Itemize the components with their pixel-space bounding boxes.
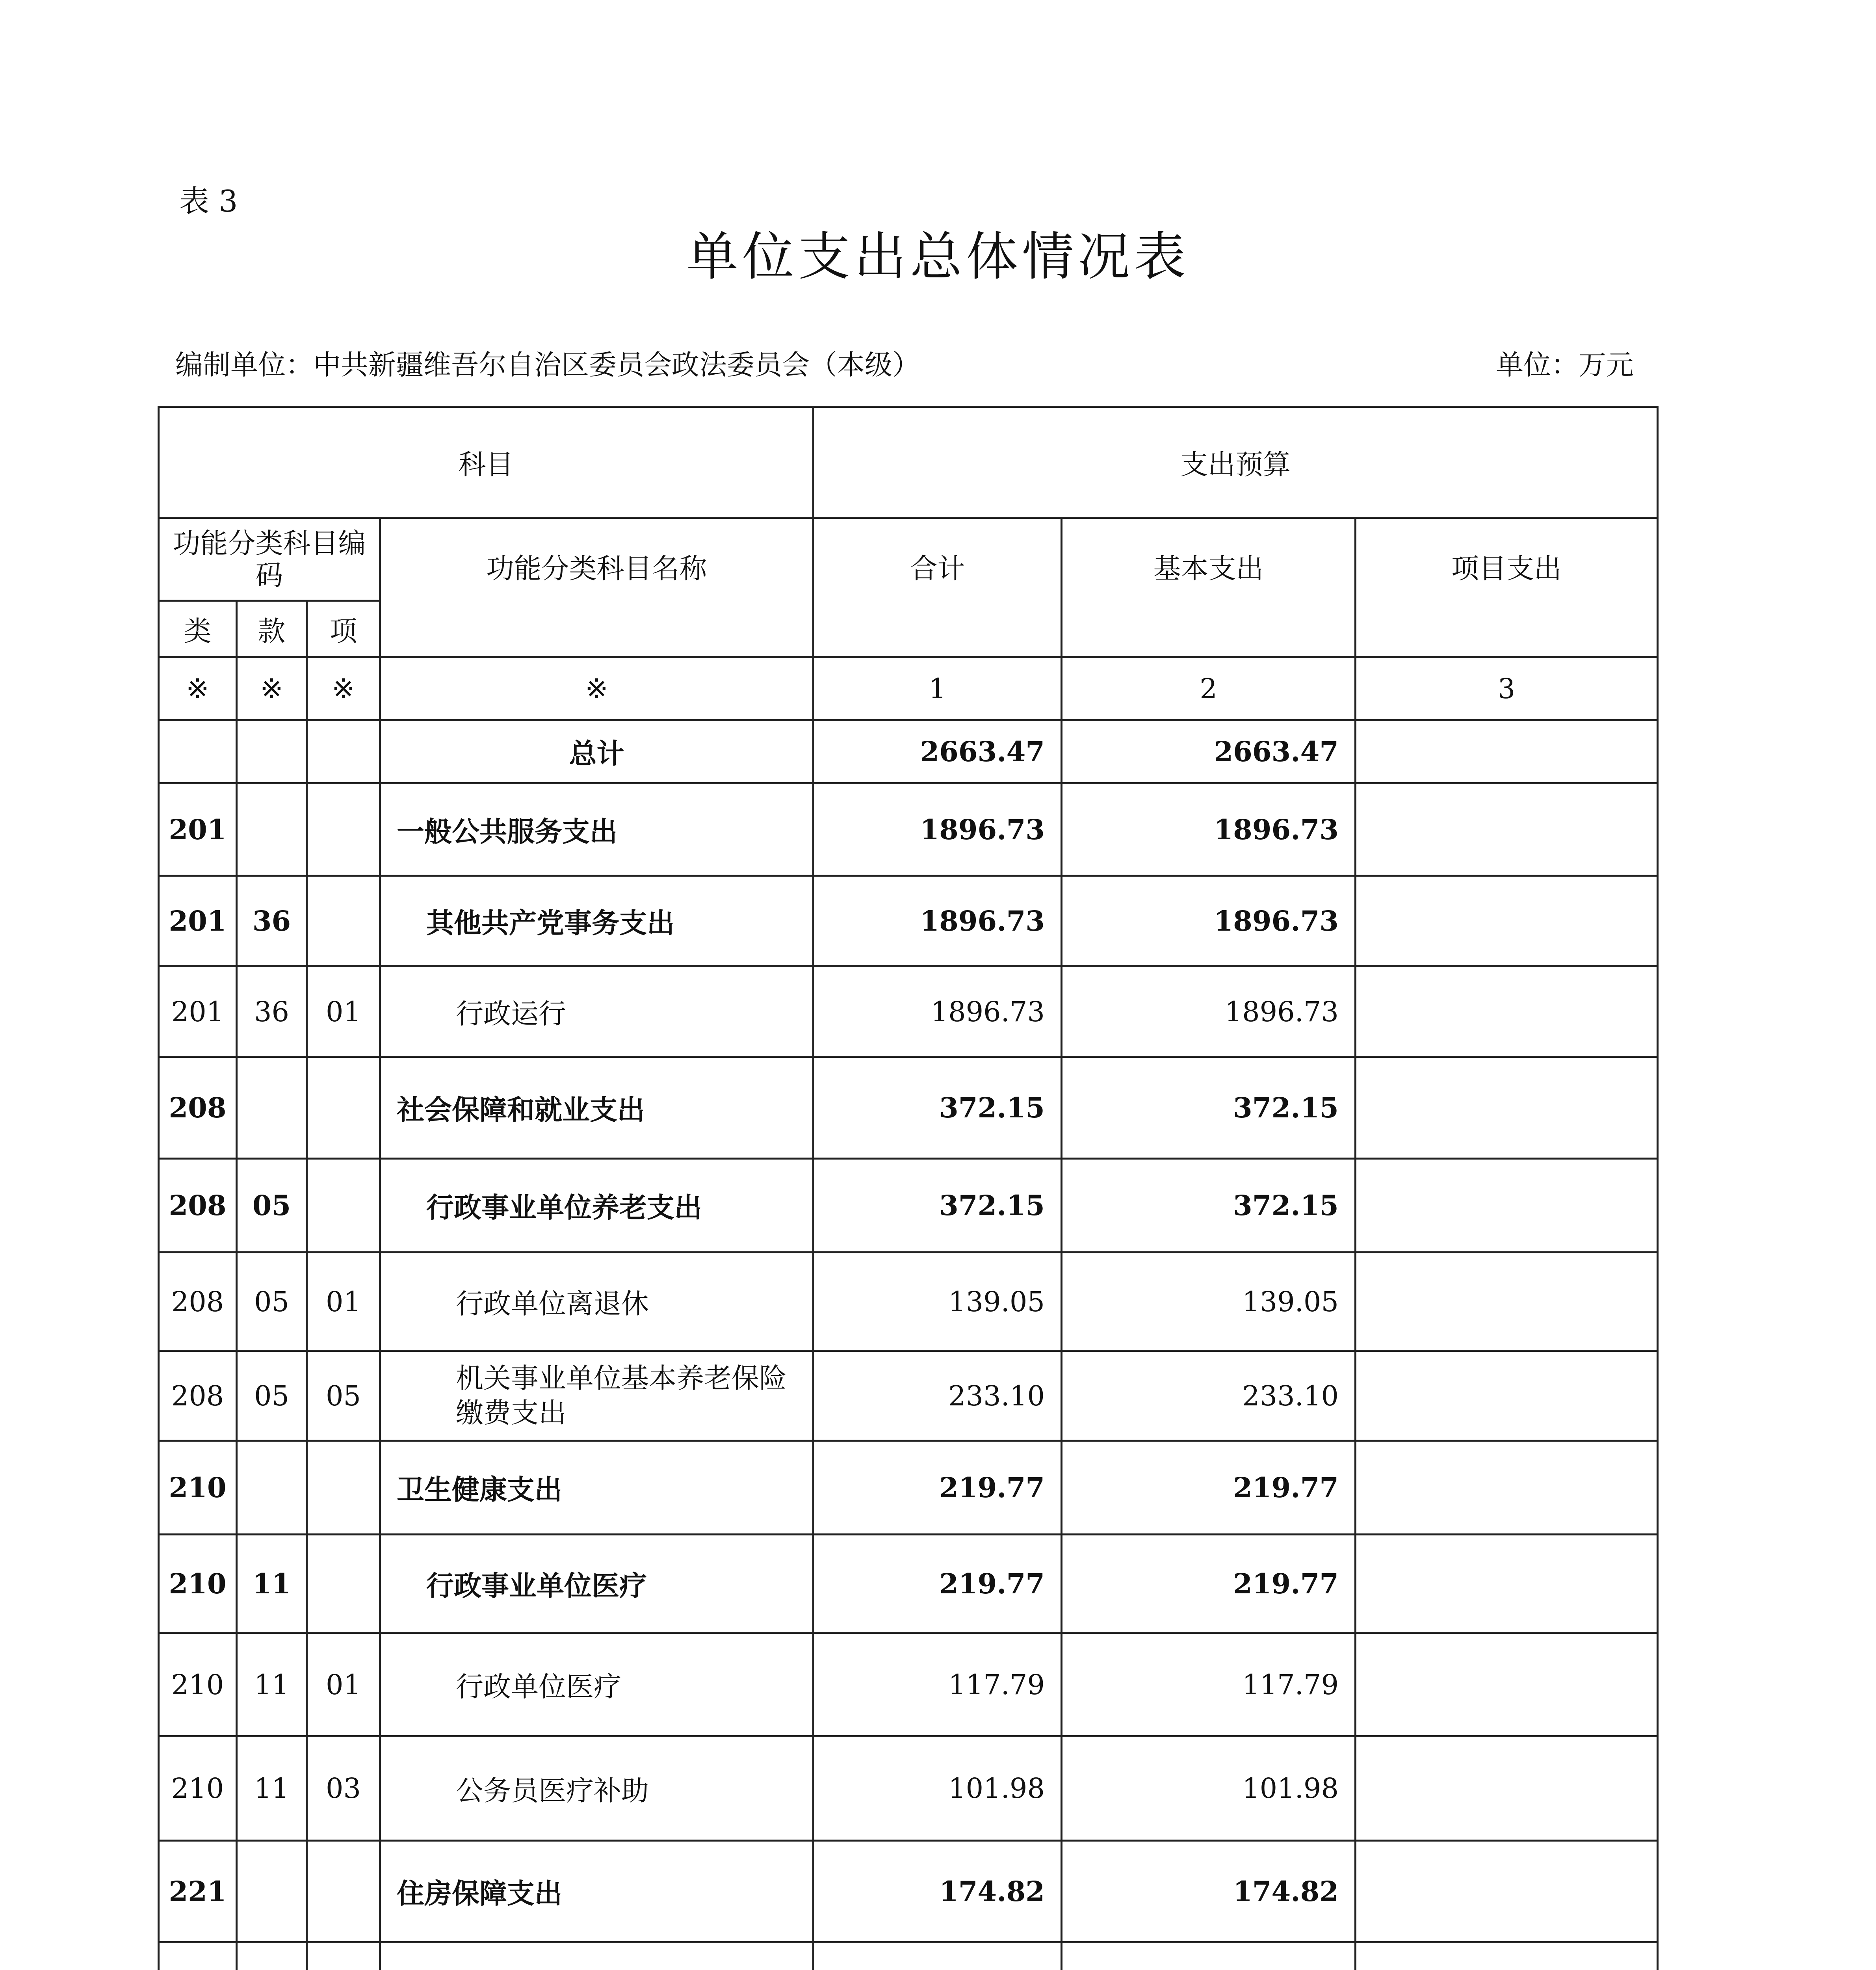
subject-name: 行政单位医疗 xyxy=(380,1633,814,1736)
amount-total: 101.98 xyxy=(814,1736,1062,1841)
amount-project xyxy=(1356,1535,1658,1633)
table-row xyxy=(159,1633,1658,1736)
subject-name: 卫生健康支出 xyxy=(380,1441,814,1535)
subject-name: 住房保障支出 xyxy=(380,1841,814,1942)
table-row xyxy=(159,1057,1658,1159)
header-budget: 支出预算 xyxy=(814,407,1658,518)
code-lei xyxy=(159,1942,237,1970)
subject-name: 公务员医疗补助 xyxy=(380,1736,814,1841)
code-xiang: 01 xyxy=(307,1253,380,1351)
amount-basic: 139.05 xyxy=(1062,1253,1356,1351)
table-row xyxy=(159,1351,1658,1441)
amount-total: 233.10 xyxy=(814,1351,1062,1441)
code-lei: 208 xyxy=(159,1351,237,1441)
amount-basic: 1896.73 xyxy=(1062,783,1356,876)
code-kuan: 05 xyxy=(237,1351,307,1441)
code-kuan xyxy=(237,1942,307,1970)
header-basic: 基本支出 xyxy=(1062,518,1356,657)
code-kuan: 11 xyxy=(237,1633,307,1736)
code-kuan: 11 xyxy=(237,1535,307,1633)
grand-total-label: 总计 xyxy=(380,720,814,783)
amount-basic: 372.15 xyxy=(1062,1159,1356,1253)
code-xiang xyxy=(307,1535,380,1633)
amount-total: 174.82 xyxy=(814,1841,1062,1942)
code-kuan: 11 xyxy=(237,1736,307,1841)
subject-name: 其他共产党事务支出 xyxy=(380,876,814,966)
code-xiang xyxy=(307,1841,380,1942)
amount-total: 1896.73 xyxy=(814,783,1062,876)
amount-total: 219.77 xyxy=(814,1535,1062,1633)
code-lei: 210 xyxy=(159,1441,237,1535)
amount-total: 1896.73 xyxy=(814,876,1062,966)
amount-project xyxy=(1356,1942,1658,1970)
amount-basic: 1896.73 xyxy=(1062,966,1356,1057)
code-xiang: 05 xyxy=(307,1351,380,1441)
grand-total-project xyxy=(1356,720,1658,783)
amount-basic: 219.77 xyxy=(1062,1441,1356,1535)
subject-name: 行政运行 xyxy=(380,966,814,1057)
table-row xyxy=(159,783,1658,876)
amount-basic: 233.10 xyxy=(1062,1351,1356,1441)
header-name: 功能分类科目名称 xyxy=(380,518,814,657)
table-row xyxy=(159,1535,1658,1633)
amount-project xyxy=(1356,1253,1658,1351)
amount-project xyxy=(1356,966,1658,1057)
code-lei: 201 xyxy=(159,783,237,876)
code-xiang: 01 xyxy=(307,1633,380,1736)
amount-total: 117.79 xyxy=(814,1633,1062,1736)
code-lei: 210 xyxy=(159,1633,237,1736)
column-index: 3 xyxy=(1356,657,1658,720)
code-lei: 210 xyxy=(159,1535,237,1633)
amount-project xyxy=(1356,1441,1658,1535)
amount-basic: 174.82 xyxy=(1062,1841,1356,1942)
code-xiang: 01 xyxy=(307,966,380,1057)
amount-project xyxy=(1356,1351,1658,1441)
amount-total: 139.05 xyxy=(814,1253,1062,1351)
code-kuan xyxy=(237,783,307,876)
code-kuan: 05 xyxy=(237,1253,307,1351)
code-xiang xyxy=(307,783,380,876)
header-code: 功能分类科目编码 xyxy=(159,518,380,601)
expenditure-table xyxy=(158,406,1659,1970)
table-row xyxy=(159,1841,1658,1942)
page-title: 单位支出总体情况表 xyxy=(686,227,1190,287)
subject-name: 行政单位离退休 xyxy=(380,1253,814,1351)
code-lei: 221 xyxy=(159,1841,237,1942)
mark-cell: ※ xyxy=(307,657,380,720)
column-index: 1 xyxy=(814,657,1062,720)
amount-basic xyxy=(1062,1942,1356,1970)
subject-name: 行政事业单位医疗 xyxy=(380,1535,814,1633)
code-lei: 208 xyxy=(159,1253,237,1351)
code-kuan: 05 xyxy=(237,1159,307,1253)
amount-project xyxy=(1356,1159,1658,1253)
grand-total-row xyxy=(159,720,1658,783)
header-subject: 科目 xyxy=(159,407,814,518)
table-row xyxy=(159,966,1658,1057)
header-project: 项目支出 xyxy=(1356,518,1658,657)
amount-project xyxy=(1356,1633,1658,1736)
table-row xyxy=(159,1441,1658,1535)
subject-name: 一般公共服务支出 xyxy=(380,783,814,876)
header-kuan: 款 xyxy=(237,601,307,657)
subject-name: 机关事业单位基本养老保险缴费支出 xyxy=(380,1351,814,1441)
amount-basic: 219.77 xyxy=(1062,1535,1356,1633)
mark-cell: ※ xyxy=(159,657,237,720)
subject-name: 行政事业单位养老支出 xyxy=(380,1159,814,1253)
compiling-unit: 编制单位：中共新疆维吾尔自治区委员会政法委员会（本级） xyxy=(175,349,920,381)
code-xiang: 03 xyxy=(307,1736,380,1841)
amount-basic: 101.98 xyxy=(1062,1736,1356,1841)
code-lei: 201 xyxy=(159,876,237,966)
code-xiang xyxy=(307,876,380,966)
code-xiang xyxy=(307,1441,380,1535)
code-kuan: 36 xyxy=(237,876,307,966)
amount-total: 372.15 xyxy=(814,1159,1062,1253)
amount-basic: 372.15 xyxy=(1062,1057,1356,1159)
amount-project xyxy=(1356,876,1658,966)
header-lei: 类 xyxy=(159,601,237,657)
header-total: 合计 xyxy=(814,518,1062,657)
code-kuan xyxy=(237,1441,307,1535)
code-xiang xyxy=(307,1057,380,1159)
table-row xyxy=(159,876,1658,966)
column-index: 2 xyxy=(1062,657,1356,720)
code-lei: 208 xyxy=(159,1057,237,1159)
grand-total-total: 2663.47 xyxy=(814,720,1062,783)
amount-total: 219.77 xyxy=(814,1441,1062,1535)
amount-total: 372.15 xyxy=(814,1057,1062,1159)
subject-name xyxy=(380,1942,814,1970)
table-label: 表 3 xyxy=(179,184,238,219)
currency-unit: 单位：万元 xyxy=(1496,349,1634,381)
code-xiang xyxy=(307,1159,380,1253)
code-xiang xyxy=(307,1942,380,1970)
amount-basic: 1896.73 xyxy=(1062,876,1356,966)
grand-total-basic: 2663.47 xyxy=(1062,720,1356,783)
table-row xyxy=(159,1736,1658,1841)
code-kuan: 36 xyxy=(237,966,307,1057)
amount-project xyxy=(1356,1841,1658,1942)
amount-total: 1896.73 xyxy=(814,966,1062,1057)
mark-cell: ※ xyxy=(237,657,307,720)
code-lei: 210 xyxy=(159,1736,237,1841)
code-lei: 201 xyxy=(159,966,237,1057)
code-lei: 208 xyxy=(159,1159,237,1253)
table-row xyxy=(159,1942,1658,1970)
code-kuan xyxy=(237,1841,307,1942)
amount-project xyxy=(1356,1057,1658,1159)
subject-name: 社会保障和就业支出 xyxy=(380,1057,814,1159)
table-row xyxy=(159,1159,1658,1253)
amount-project xyxy=(1356,783,1658,876)
amount-project xyxy=(1356,1736,1658,1841)
header-xiang: 项 xyxy=(307,601,380,657)
amount-total xyxy=(814,1942,1062,1970)
amount-basic: 117.79 xyxy=(1062,1633,1356,1736)
mark-cell: ※ xyxy=(380,657,814,720)
code-kuan xyxy=(237,1057,307,1159)
table-row xyxy=(159,1253,1658,1351)
